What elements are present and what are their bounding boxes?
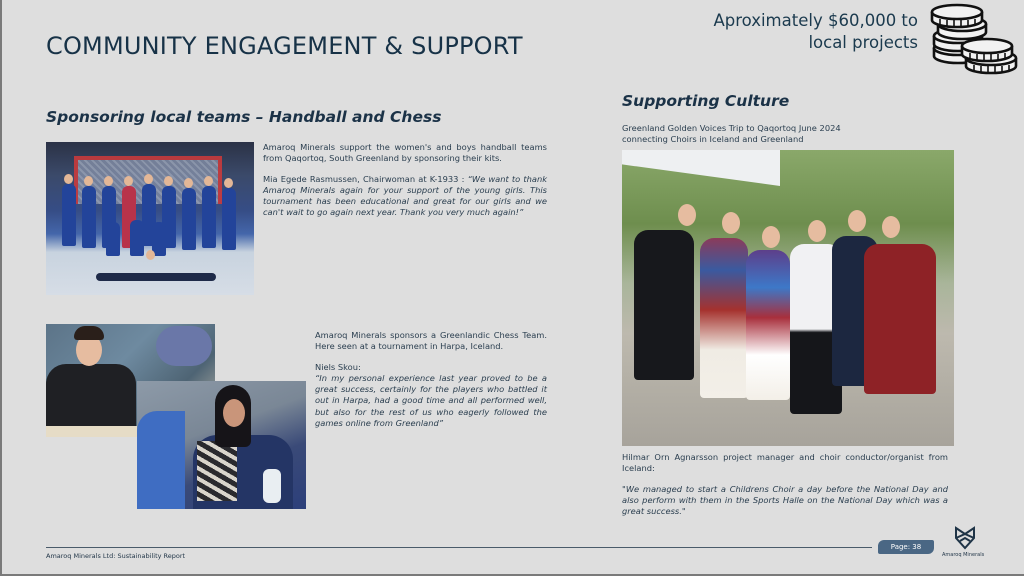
culture-attribution: Hilmar Orn Agnarsson project manager and choir conductor/organist from Iceland: <box>622 452 948 474</box>
handball-text <box>263 142 547 228</box>
culture-text <box>622 452 948 517</box>
section-heading-teams: Sponsoring local teams – Handball and Chess <box>46 108 442 126</box>
coins-stack-icon <box>928 2 1022 78</box>
handball-paragraph: Amaroq Minerals support the women's and boys handball teams from Qaqortoq, South Greenland by sponsoring their kits. <box>263 142 547 164</box>
footer-report-name: Amaroq Minerals Ltd: Sustainability Report <box>46 552 186 560</box>
culture-subtitle-line-1: Greenland Golden Voices Trip to Qaqortoq June 2024 <box>622 123 841 133</box>
page-title: COMMUNITY ENGAGEMENT & SUPPORT <box>46 32 523 60</box>
callout-line-2: local projects <box>808 33 918 52</box>
footer-logo-text: Amaroq Minerals <box>942 552 985 558</box>
handball-quote-attribution: Mia Egede Rasmussen, Chairwoman at K-1933 : <box>263 173 468 184</box>
chess-photo-2 <box>137 381 306 509</box>
fox-logo-icon <box>953 526 977 550</box>
section-heading-culture: Supporting Culture <box>622 92 790 110</box>
culture-subtitle-line-2: connecting Choirs in Iceland and Greenland <box>622 134 804 145</box>
chess-quote-attribution: Niels Skou: <box>315 361 361 372</box>
handball-quote: “We want to thank Amaroq Minerals again for your support of the young girls. This tournament has been educational and great for our girls and we can't wait to go again next year. Thank you very much again!” <box>263 173 548 218</box>
chess-quote: “In my personal experience last year proved to be a great success, certainly for the players who battled it out in Harpa, had a good time and all performed well, but also for the rest of us who eagerly followed the games online from Greenland” <box>315 372 547 429</box>
culture-subtitle <box>622 123 962 146</box>
handball-team-photo <box>46 142 254 295</box>
callout-line-1: Aproximately $60,000 to <box>713 11 918 30</box>
funding-callout <box>713 10 918 54</box>
footer-divider <box>46 547 872 548</box>
page-number-badge: Page: 38 <box>878 540 934 554</box>
culture-quote: "We managed to start a Childrens Choir a day before the National Day and also perform with them in the Sports Halle on the National Day which was a great success." <box>622 483 948 517</box>
choir-group-photo <box>622 150 954 446</box>
chess-text <box>315 330 547 429</box>
chess-paragraph: Amaroq Minerals sponsors a Greenlandic Chess Team. Here seen at a tournament in Harpa, Iceland. <box>315 330 547 352</box>
tent <box>622 150 780 186</box>
